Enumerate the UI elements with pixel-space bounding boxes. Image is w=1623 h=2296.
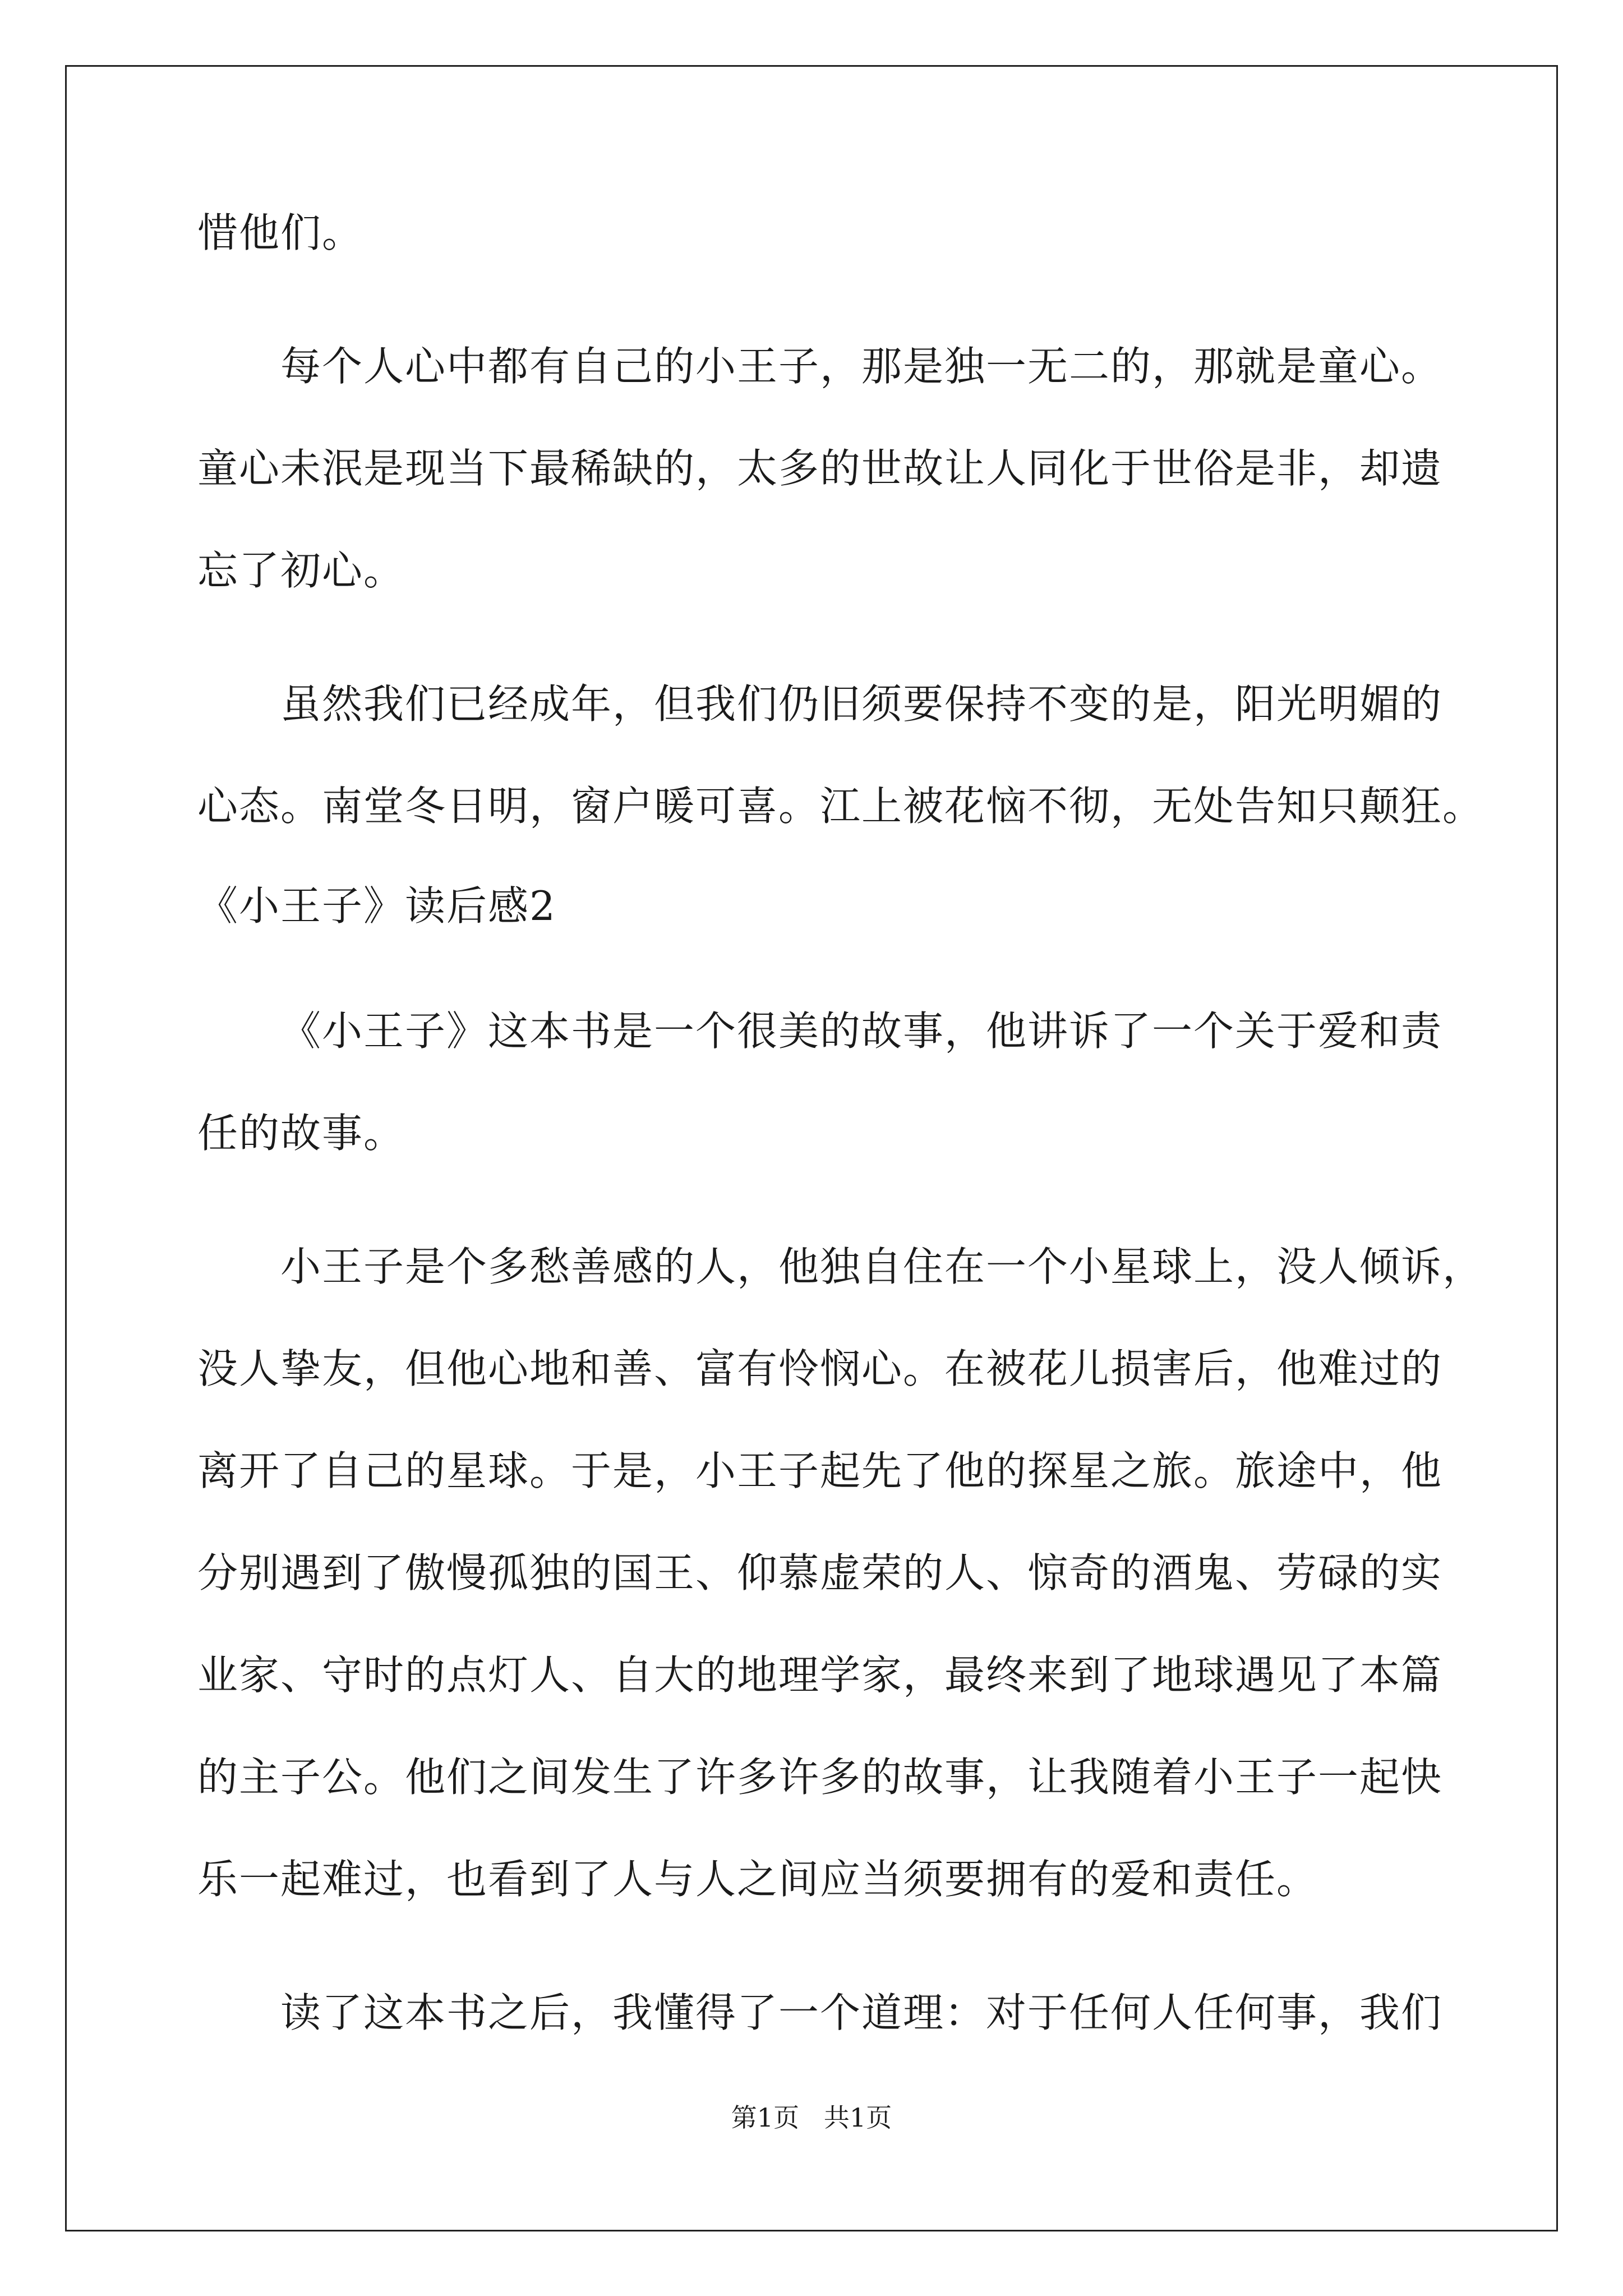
paragraph-start-line: 虽然我们已经成年，但我们仍旧须要保持不变的是，阳光明媚的 bbox=[280, 680, 1443, 728]
text-line: 业家、守时的点灯人、自大的地理学家，最终来到了地球遇见了本篇 bbox=[197, 1651, 1443, 1699]
text-line: 的主子公。他们之间发生了许多许多的故事，让我随着小王子一起快 bbox=[197, 1754, 1443, 1801]
text-line: 任的故事。 bbox=[197, 1110, 405, 1157]
text-line: 离开了自己的星球。于是，小王子起先了他的探星之旅。旅途中，他 bbox=[197, 1447, 1443, 1494]
page-number-footer: 第1页 共1页 bbox=[731, 2102, 892, 2133]
text-line: 惜他们。 bbox=[197, 209, 364, 256]
text-line: 乐一起难过，也看到了人与人之间应当须要拥有的爱和责任。 bbox=[197, 1856, 1318, 1903]
section-heading: 《小王子》读后感2 bbox=[197, 882, 556, 930]
text-line: 心态。南堂冬日明，窗户暖可喜。江上被花恼不彻，无处告知只颠狂。 bbox=[197, 783, 1484, 830]
paragraph-start-line: 《小王子》这本书是一个很美的故事，他讲诉了一个关于爱和责 bbox=[280, 1007, 1443, 1055]
text-line: 分别遇到了傲慢孤独的国王、仰慕虚荣的人、惊奇的酒鬼、劳碌的实 bbox=[197, 1549, 1443, 1596]
paragraph-start-line: 小王子是个多愁善感的人，他独自住在一个小星球上，没人倾诉， bbox=[280, 1243, 1484, 1290]
text-line: 没人挚友，但他心地和善、富有怜悯心。在被花儿损害后，他难过的 bbox=[197, 1345, 1443, 1392]
paragraph-start-line: 读了这本书之后，我懂得了一个道理：对于任何人任何事，我们 bbox=[280, 1989, 1443, 2036]
paragraph-start-line: 每个人心中都有自己的小王子，那是独一无二的，那就是童心。 bbox=[280, 343, 1443, 390]
text-line: 童心未泯是现当下最稀缺的，太多的世故让人同化于世俗是非，却遗 bbox=[197, 445, 1443, 492]
text-line: 忘了初心。 bbox=[197, 547, 405, 594]
